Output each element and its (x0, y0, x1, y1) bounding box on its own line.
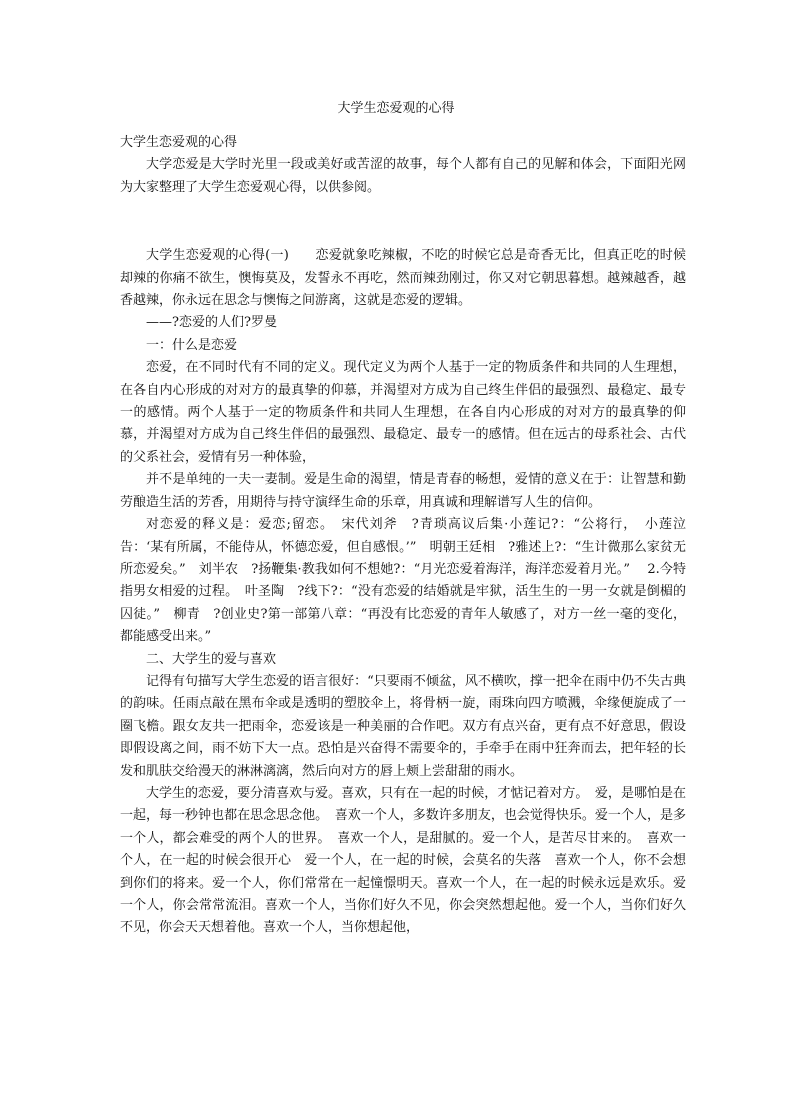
paragraph: 恋爱，在不同时代有不同的定义。现代定义为两个人基于一定的物质条件和共同的人生理想，在各自内心形成的对对方的最真挚的仰慕，并渴望对方成为自己终生伴侣的最强烈、最稳定、最专一的感情。两个人基于一定的物质条件和共同人生理想，在各自内心形成的对对方的最真挚的仰慕，并渴望对方成为自己终生伴侣的最强烈、最稳定、最专一的感情。但在远古的母系社会、古代的父系社会，爱情有另一种体验， (120, 360, 686, 465)
paragraph: 大学生恋爱观的心得(一) 恋爱就象吃辣椒，不吃的时候它总是奇香无比，但真正吃的时候却辣的你痛不欲生，懊悔莫及，发誓永不再吃，然而辣劲刚过，你又对它朝思暮想。越辣越香，越香越辣，你永远在思念与懊悔之间游离，这就是恋爱的逻辑。 (120, 248, 686, 309)
document-body (120, 132, 686, 940)
document-title: 大学生恋爱观的心得 (337, 101, 455, 116)
paragraph: 记得有句描写大学生恋爱的语言很好：“只要雨不倾盆，风不横吹，撑一把伞在雨中仍不失古典的韵味。任雨点敲在黑布伞或是透明的塑胶伞上，将骨柄一旋，雨珠向四方喷溅，伞缘便旋成了一圈飞檐。跟女友共一把雨伞，恋爱该是一种美丽的合作吧。双方有点兴奋，更有点不好意思，假设即假设离之间，雨不妨下大一点。恐怕是兴奋得不需要伞的，手牵手在雨中狂奔而去，把年轻的长发和肌肤交给漫天的淋淋漓漓，然后向对方的唇上颊上尝甜甜的雨水。 (120, 673, 686, 779)
paragraph-gap (120, 199, 686, 245)
subheading: 二、大学生的爱与喜欢 (146, 651, 277, 667)
paragraph: 并不是单纯的一夫一妻制。爱是生命的渴望，情是青春的畅想，爱情的意义在于：让智慧和勤劳酿造生活的芳香，用期待与持守演绎生命的乐章，用真诚和理解谱写人生的信仰。 (120, 472, 686, 510)
intro-paragraph: 大学恋爱是大学时光里一段或美好或苦涩的故事，每个人都有自己的见解和体会，下面阳光网为大家整理了大学生恋爱观心得，以供参阅。 (120, 157, 686, 195)
paragraph: 对恋爱的释义是：爱恋;留恋。 宋代刘斧 ?青琐高议后集·小莲记?：“公将行， 小莲泣告：‘某有所属，不能侍从，怀德恋爱，但自感恨。’” 明朝王廷相 ?雅述上?：“生计微那么家贫无所恋爱矣。” 刘半农 ?扬鞭集·教我如何不想她?：“月光恋爱着海洋，海洋恋爱着月光。” 2.今特指男女相爱的过程。 叶圣陶 ?线下?：“没有恋爱的结婚就是牢狱，活生生的一男一女就是倒楣的囚徒。” 柳青 ?创业史?第一部第八章：“再没有比恋爱的青年人敏感了，对方一丝一毫的变化，都能感受出来。” (120, 517, 686, 645)
paragraph: 大学生的恋爱，要分清喜欢与爱。喜欢，只有在一起的时候，才惦记着对方。 爱，是哪怕是在一起，每一秒钟也都在思念思念他。 喜欢一个人，多数许多朋友，也会觉得快乐。爱一个人，是多一个人，都会难受的两个人的世界。 喜欢一个人，是甜腻的。爱一个人，是苦尽甘来的。 喜欢一个人，在一起的时候会很开心 爱一个人，在一起的时候，会莫名的失落 喜欢一个人，你不会想到你们的将来。爱一个人，你们常常在一起憧憬明天。喜欢一个人，在一起的时候永远是欢乐。爱一个人，你会常常流泪。喜欢一个人，当你们好久不见，你会突然想起他。爱一个人，当你们好久不见，你会天天想着他。喜欢一个人，当你想起他， (120, 785, 686, 936)
quote-attribution: ——?恋爱的人们?罗曼 (146, 315, 277, 331)
section-heading: 大学生恋爱观的心得 (120, 135, 238, 150)
subheading: 一：什么是恋爱 (146, 337, 238, 353)
